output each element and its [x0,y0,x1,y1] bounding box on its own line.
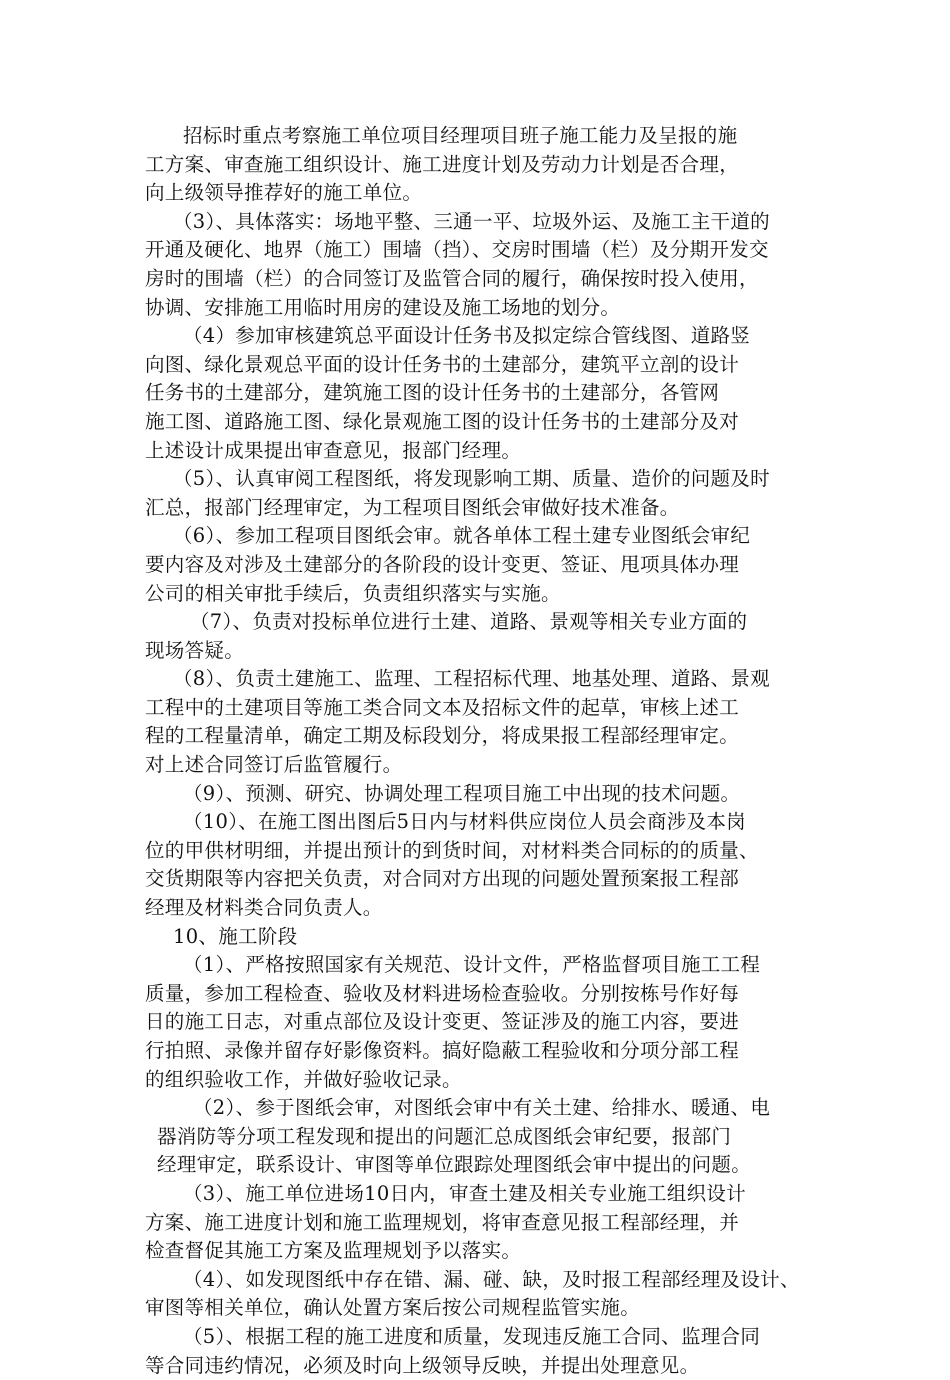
text-line: 向上级领导推荐好的施工单位。 [145,181,423,205]
text-line: 方案、施工进度计划和施工监理规划，将审查意见报工程部经理，并 [145,1210,740,1234]
document-page [145,122,825,1380]
text-line: （10）、在施工图出图后5日内与材料供应岗位人员会商涉及本岗 [183,810,746,834]
text-line: 10、施工阶段 [173,924,298,948]
text-line: 要内容及对涉及土建部分的各阶段的设计变更、签证、甩项具体办理 [145,552,740,576]
text-line: （3）、施工单位进场10日内，审查土建及相关专业施工组织设计 [183,1181,746,1205]
text-line: 工程中的土建项目等施工类合同文本及招标文件的起草，审核上述工 [145,695,740,719]
text-line: 程的工程量清单，确定工期及标段划分，将成果报工程部经理审定。 [145,724,740,748]
text-line: 审图等相关单位，确认处置方案后按公司规程监管实施。 [145,1296,641,1320]
text-line: （8）、负责土建施工、监理、工程招标代理、地基处理、道路、景观 [173,667,770,691]
text-line: 日的施工日志，对重点部位及设计变更、签证涉及的施工内容，要进 [145,1010,740,1034]
text-line: （7）、负责对投标单位进行土建、道路、景观等相关专业方面的 [190,610,748,634]
text-line: （1）、严格按照国家有关规范、设计文件，严格监督项目施工工程 [183,953,761,977]
text-line: 房时的围墙（栏）的合同签订及监管合同的履行，确保按时投入使用， [145,266,759,290]
text-line: 任务书的土建部分，建筑施工图的设计任务书的土建部分，各管网 [145,381,720,405]
text-line: 器消防等分项工程发现和提出的问题汇总成图纸会审纪要，报部门 [157,1124,732,1148]
text-line: 上述设计成果提出审查意见，报部门经理。 [145,438,522,462]
text-line: 检查督促其施工方案及监理规划予以落实。 [145,1239,522,1263]
text-line: （6）、参加工程项目图纸会审。就各单体工程土建专业图纸会审纪 [173,524,751,548]
text-line: （4）参加审核建筑总平面设计任务书及拟定综合管线图、道路竖 [183,324,751,348]
text-line: 施工图、道路施工图、绿化景观施工图的设计任务书的土建部分及对 [145,409,740,433]
text-line: 经理及材料类合同负责人。 [145,896,383,920]
text-line: 开通及硬化、地界（施工）围墙（挡）、交房时围墙（栏）及分期开发交 [145,238,769,262]
text-line: （9）、预测、研究、协调处理工程项目施工中出现的技术问题。 [183,781,741,805]
text-line: 等合同违约情况，必须及时向上级领导反映，并提出处理意见。 [145,1353,700,1377]
text-line: （2）、参于图纸会审，对图纸会审中有关土建、给排水、暖通、电 [193,1096,771,1120]
text-line: （5）、根据工程的施工进度和质量，发现违反施工合同、监理合同 [183,1324,761,1348]
text-line: 经理审定，联系设计、审图等单位跟踪处理图纸会审中提出的问题。 [157,1153,752,1177]
text-line: 的组织验收工作，并做好验收记录。 [145,1067,462,1091]
text-line: 协调、安排施工用临时用房的建设及施工场地的划分。 [145,295,621,319]
text-line: 公司的相关审批手续后，负责组织落实与实施。 [145,581,561,605]
text-line: 招标时重点考察施工单位项目经理项目班子施工能力及呈报的施 [183,124,738,147]
text-line: 现场答疑。 [145,638,245,662]
text-line: （4）、如发现图纸中存在错、漏、碰、缺，及时报工程部经理及设计、 [183,1267,800,1291]
text-line: 向图、绿化景观总平面的设计任务书的土建部分，建筑平立剖的设计 [145,352,740,376]
text-line: 汇总，报部门经理审定，为工程项目图纸会审做好技术准备。 [145,495,680,519]
text-line: （3）、具体落实：场地平整、三通一平、垃圾外运、及施工主干道的 [173,209,770,233]
text-line: 行拍照、录像并留存好影像资料。搞好隐蔽工程验收和分项分部工程 [145,1039,740,1062]
text-line: 对上述合同签订后监管履行。 [145,753,403,777]
text-line: 交货期限等内容把关负责，对合同对方出现的问题处置预案报工程部 [145,867,740,891]
text-line: （5）、认真审阅工程图纸，将发现影响工期、质量、造价的问题及时 [173,467,770,491]
text-line: 质量，参加工程检查、验收及材料进场检查验收。分别按栋号作好每 [145,981,740,1005]
text-line: 工方案、审查施工组织设计、施工进度计划及劳动力计划是否合理， [145,152,740,176]
text-line: 位的甲供材明细，并提出预计的到货时间，对材料类合同标的的质量、 [145,838,759,862]
